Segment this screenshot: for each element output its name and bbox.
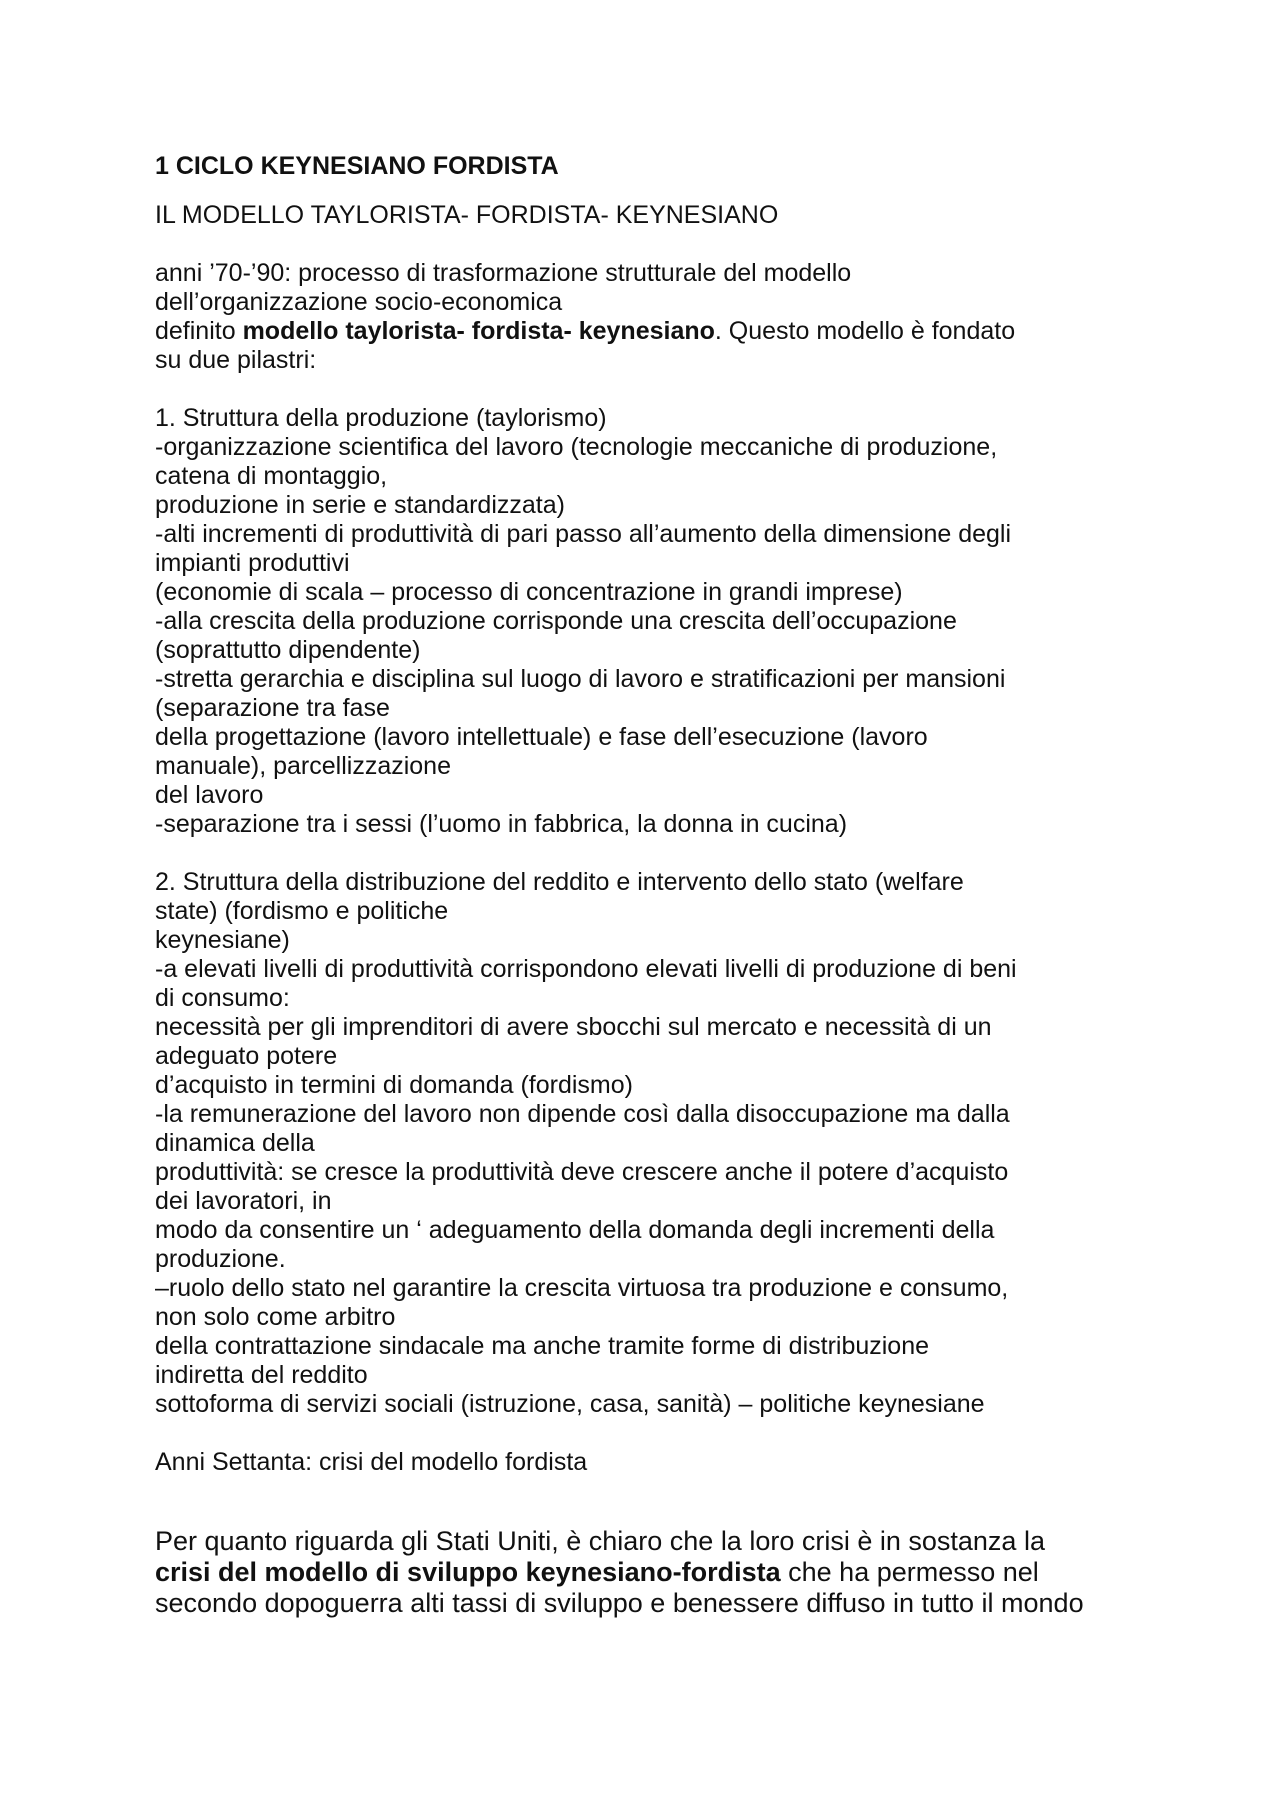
section-1-line: -separazione tra i sessi (l’uomo in fabbrica, la donna in cucina) (155, 810, 848, 838)
section-1-line: -alti incrementi di produttività di pari passo all’aumento della dimensione degli (155, 520, 1012, 548)
section-1-line: (economie di scala – processo di concentrazione in grandi imprese) (155, 578, 903, 606)
intro-text: . Questo modello è fondato (714, 317, 1016, 345)
section-2-line: della contrattazione sindacale ma anche tramite forme di distribuzione (155, 1332, 930, 1360)
section-2-line: –ruolo dello stato nel garantire la crescita virtuosa tra produzione e consumo, (155, 1274, 1009, 1302)
section-1-line: (soprattutto dipendente) (155, 636, 421, 664)
spacer (155, 839, 1135, 868)
intro-paragraph (155, 259, 1135, 375)
intro-line: su due pilastri: (155, 346, 317, 374)
section-1-line: impianti produttivi (155, 549, 350, 577)
section-2-line: d’acquisto in termini di domanda (fordismo) (155, 1071, 633, 1099)
intro-line: anni ’70-’90: processo di trasformazione strutturale del modello (155, 259, 852, 287)
document-subtitle: IL MODELLO TAYLORISTA- FORDISTA- KEYNESIANO (155, 201, 779, 229)
section-1 (155, 404, 1135, 839)
spacer (155, 1477, 1135, 1526)
section-2-line: modo da consentire un ‘ adeguamento della domanda degli incrementi della (155, 1216, 995, 1244)
section-2-line: adeguato potere (155, 1042, 338, 1070)
crisis-line: Anni Settanta: crisi del modello fordista (155, 1448, 588, 1476)
section-2-line: keynesiane) (155, 926, 290, 954)
section-1-line: 1. Struttura della produzione (taylorismo) (155, 404, 607, 432)
section-1-line: della progettazione (lavoro intellettuale) e fase dell’esecuzione (lavoro (155, 723, 928, 751)
section-1-line: -stretta gerarchia e disciplina sul luogo di lavoro e stratificazioni per mansioni (155, 665, 1006, 693)
section-2-line: produttività: se cresce la produttività deve crescere anche il potere d’acquisto (155, 1158, 1009, 1186)
section-2-line: di consumo: (155, 984, 290, 1012)
section-2-line: sottoforma di servizi sociali (istruzione, casa, sanità) – politiche keynesiane (155, 1390, 985, 1418)
closing-line: Per quanto riguarda gli Stati Uniti, è chiaro che la loro crisi è in sostanza la (155, 1526, 1045, 1556)
section-2-line: 2. Struttura della distribuzione del reddito e intervento dello stato (welfare (155, 868, 964, 896)
section-2-line: -a elevati livelli di produttività corrispondono elevati livelli di produzione di beni (155, 955, 1017, 983)
closing-line: secondo dopoguerra alti tassi di sviluppo e benessere diffuso in tutto il mondo (155, 1588, 1084, 1618)
spacer (155, 1419, 1135, 1448)
section-2-line: -la remunerazione del lavoro non dipende così dalla disoccupazione ma dalla (155, 1100, 1010, 1128)
intro-bold-text: modello taylorista- fordista- keynesiano (242, 317, 715, 345)
section-1-line: manuale), parcellizzazione (155, 752, 451, 780)
closing-bold-text: crisi del modello di sviluppo keynesiano-fordista (155, 1557, 781, 1587)
closing-line (155, 1557, 1135, 1588)
section-1-line: catena di montaggio, (155, 462, 388, 490)
section-1-line: del lavoro (155, 781, 264, 809)
section-1-line: -organizzazione scientifica del lavoro (tecnologie meccaniche di produzione, (155, 433, 998, 461)
closing-paragraph (155, 1526, 1135, 1619)
intro-line: dell’organizzazione socio-economica (155, 288, 563, 316)
section-2 (155, 868, 1135, 1419)
section-2-line: produzione. (155, 1245, 286, 1273)
section-2-line: state) (fordismo e politiche (155, 897, 449, 925)
section-2-line: non solo come arbitro (155, 1303, 396, 1331)
section-2-line: dei lavoratori, in (155, 1187, 332, 1215)
document-heading: 1 CICLO KEYNESIANO FORDISTA (155, 152, 559, 180)
intro-text: definito (155, 317, 243, 345)
document-page (155, 152, 1135, 1619)
section-1-line: -alla crescita della produzione corrisponde una crescita dell’occupazione (155, 607, 957, 635)
section-1-line: (separazione tra fase (155, 694, 390, 722)
section-2-line: indiretta del reddito (155, 1361, 368, 1389)
section-2-line: necessità per gli imprenditori di avere sbocchi sul mercato e necessità di un (155, 1013, 992, 1041)
intro-line (155, 317, 1135, 346)
section-1-line: produzione in serie e standardizzata) (155, 491, 565, 519)
closing-text: che ha permesso nel (780, 1557, 1039, 1587)
spacer (155, 375, 1135, 404)
section-2-line: dinamica della (155, 1129, 315, 1157)
